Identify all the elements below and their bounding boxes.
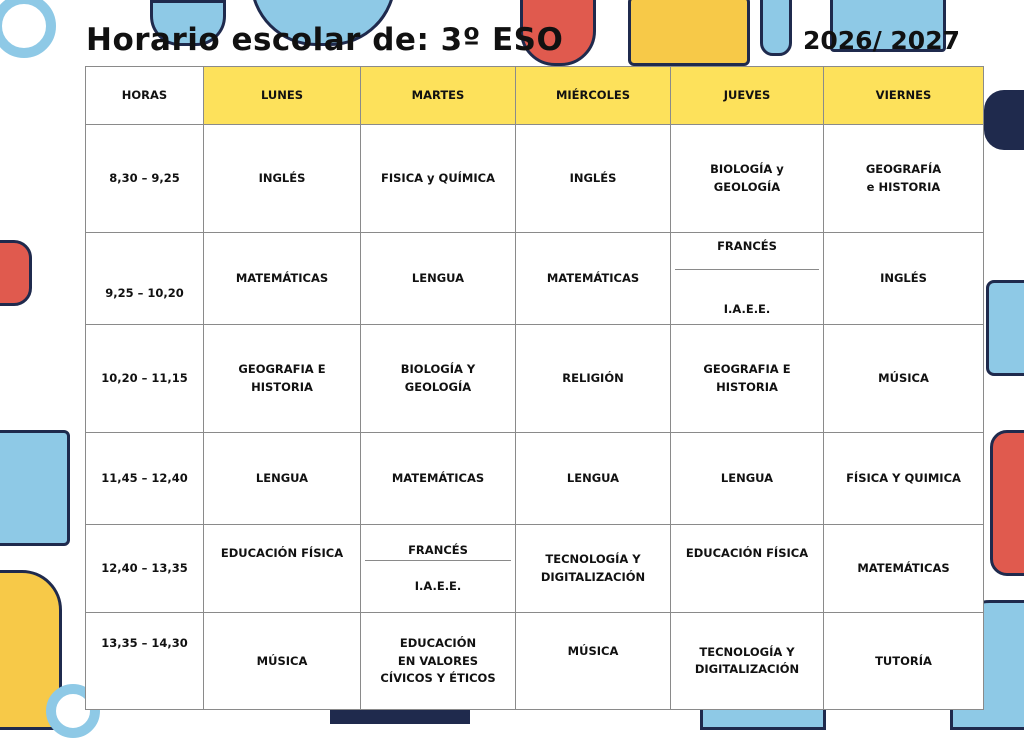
calculator-icon (628, 0, 750, 66)
schedule-table (85, 66, 984, 710)
subject-cell: MATEMÁTICAS (824, 525, 984, 613)
table-row (86, 613, 984, 710)
subject-cell: INGLÉS (824, 233, 984, 325)
gear-icon (0, 0, 56, 58)
subject-cell: FÍSICA Y QUIMICA (824, 433, 984, 525)
subject-cell: LENGUA (204, 433, 361, 525)
subject-cell: GEOGRAFIA E HISTORIA (204, 325, 361, 433)
time-slot: 13,35 – 14,30 (86, 613, 204, 710)
subject-cell: MÚSICA (516, 613, 671, 710)
test-tube-icon (986, 280, 1024, 376)
table-row (86, 325, 984, 433)
table-row (86, 233, 984, 325)
time-slot: 10,20 – 11,15 (86, 325, 204, 433)
header-row (86, 67, 984, 125)
subject-option: I.A.E.E. (723, 302, 771, 317)
day-header-viernes: VIERNES (824, 67, 984, 125)
subject-option: I.A.E.E. (414, 578, 462, 593)
split-subject-cell (361, 525, 516, 613)
table-row (86, 125, 984, 233)
subject-cell: EDUCACIÓN FÍSICA (671, 525, 824, 613)
test-tube-icon (760, 0, 792, 56)
day-header-jueves: JUEVES (671, 67, 824, 125)
subject-cell: MATEMÁTICAS (204, 233, 361, 325)
school-year: 2026/ 2027 (803, 26, 960, 55)
subject-cell: MÚSICA (824, 325, 984, 433)
table-row (86, 433, 984, 525)
dna-icon (984, 90, 1024, 150)
time-slot: 11,45 – 12,40 (86, 433, 204, 525)
subject-cell: EDUCACIÓN EN VALORES CÍVICOS Y ÉTICOS (361, 613, 516, 710)
subject-cell: BIOLOGÍA y GEOLOGÍA (671, 125, 824, 233)
subject-cell: TECNOLOGÍA Y DIGITALIZACIÓN (516, 525, 671, 613)
subject-option: FRANCÉS (365, 542, 511, 560)
subject-cell: LENGUA (361, 233, 516, 325)
subject-cell: RELIGIÓN (516, 325, 671, 433)
subject-cell: LENGUA (516, 433, 671, 525)
subject-cell: MÚSICA (204, 613, 361, 710)
subject-cell: MATEMÁTICAS (361, 433, 516, 525)
subject-option: FRANCÉS (675, 224, 819, 270)
split-subject-cell (671, 233, 824, 325)
subject-cell: FISICA y QUÍMICA (361, 125, 516, 233)
subject-cell: TUTORÍA (824, 613, 984, 710)
molecule-icon (0, 240, 32, 306)
table-row (86, 525, 984, 613)
subject-cell: LENGUA (671, 433, 824, 525)
time-slot: 12,40 – 13,35 (86, 525, 204, 613)
day-header-martes: MARTES (361, 67, 516, 125)
subject-cell: MATEMÁTICAS (516, 233, 671, 325)
day-header-miercoles: MIÉRCOLES (516, 67, 671, 125)
subject-cell: TECNOLOGÍA Y DIGITALIZACIÓN (671, 613, 824, 710)
laptop-icon (0, 430, 70, 546)
dna-icon (990, 430, 1024, 576)
page-title: Horario escolar de: 3º ESO (86, 22, 564, 58)
subject-cell: GEOGRAFÍA e HISTORIA (824, 125, 984, 233)
subject-cell: INGLÉS (516, 125, 671, 233)
subject-cell: EDUCACIÓN FÍSICA (204, 525, 361, 613)
subject-cell: INGLÉS (204, 125, 361, 233)
time-slot: 8,30 – 9,25 (86, 125, 204, 233)
time-slot: 9,25 – 10,20 (86, 233, 204, 325)
hours-column-header: HORAS (86, 67, 204, 125)
day-header-lunes: LUNES (204, 67, 361, 125)
subject-cell: GEOGRAFIA E HISTORIA (671, 325, 824, 433)
subject-cell: BIOLOGÍA Y GEOLOGÍA (361, 325, 516, 433)
